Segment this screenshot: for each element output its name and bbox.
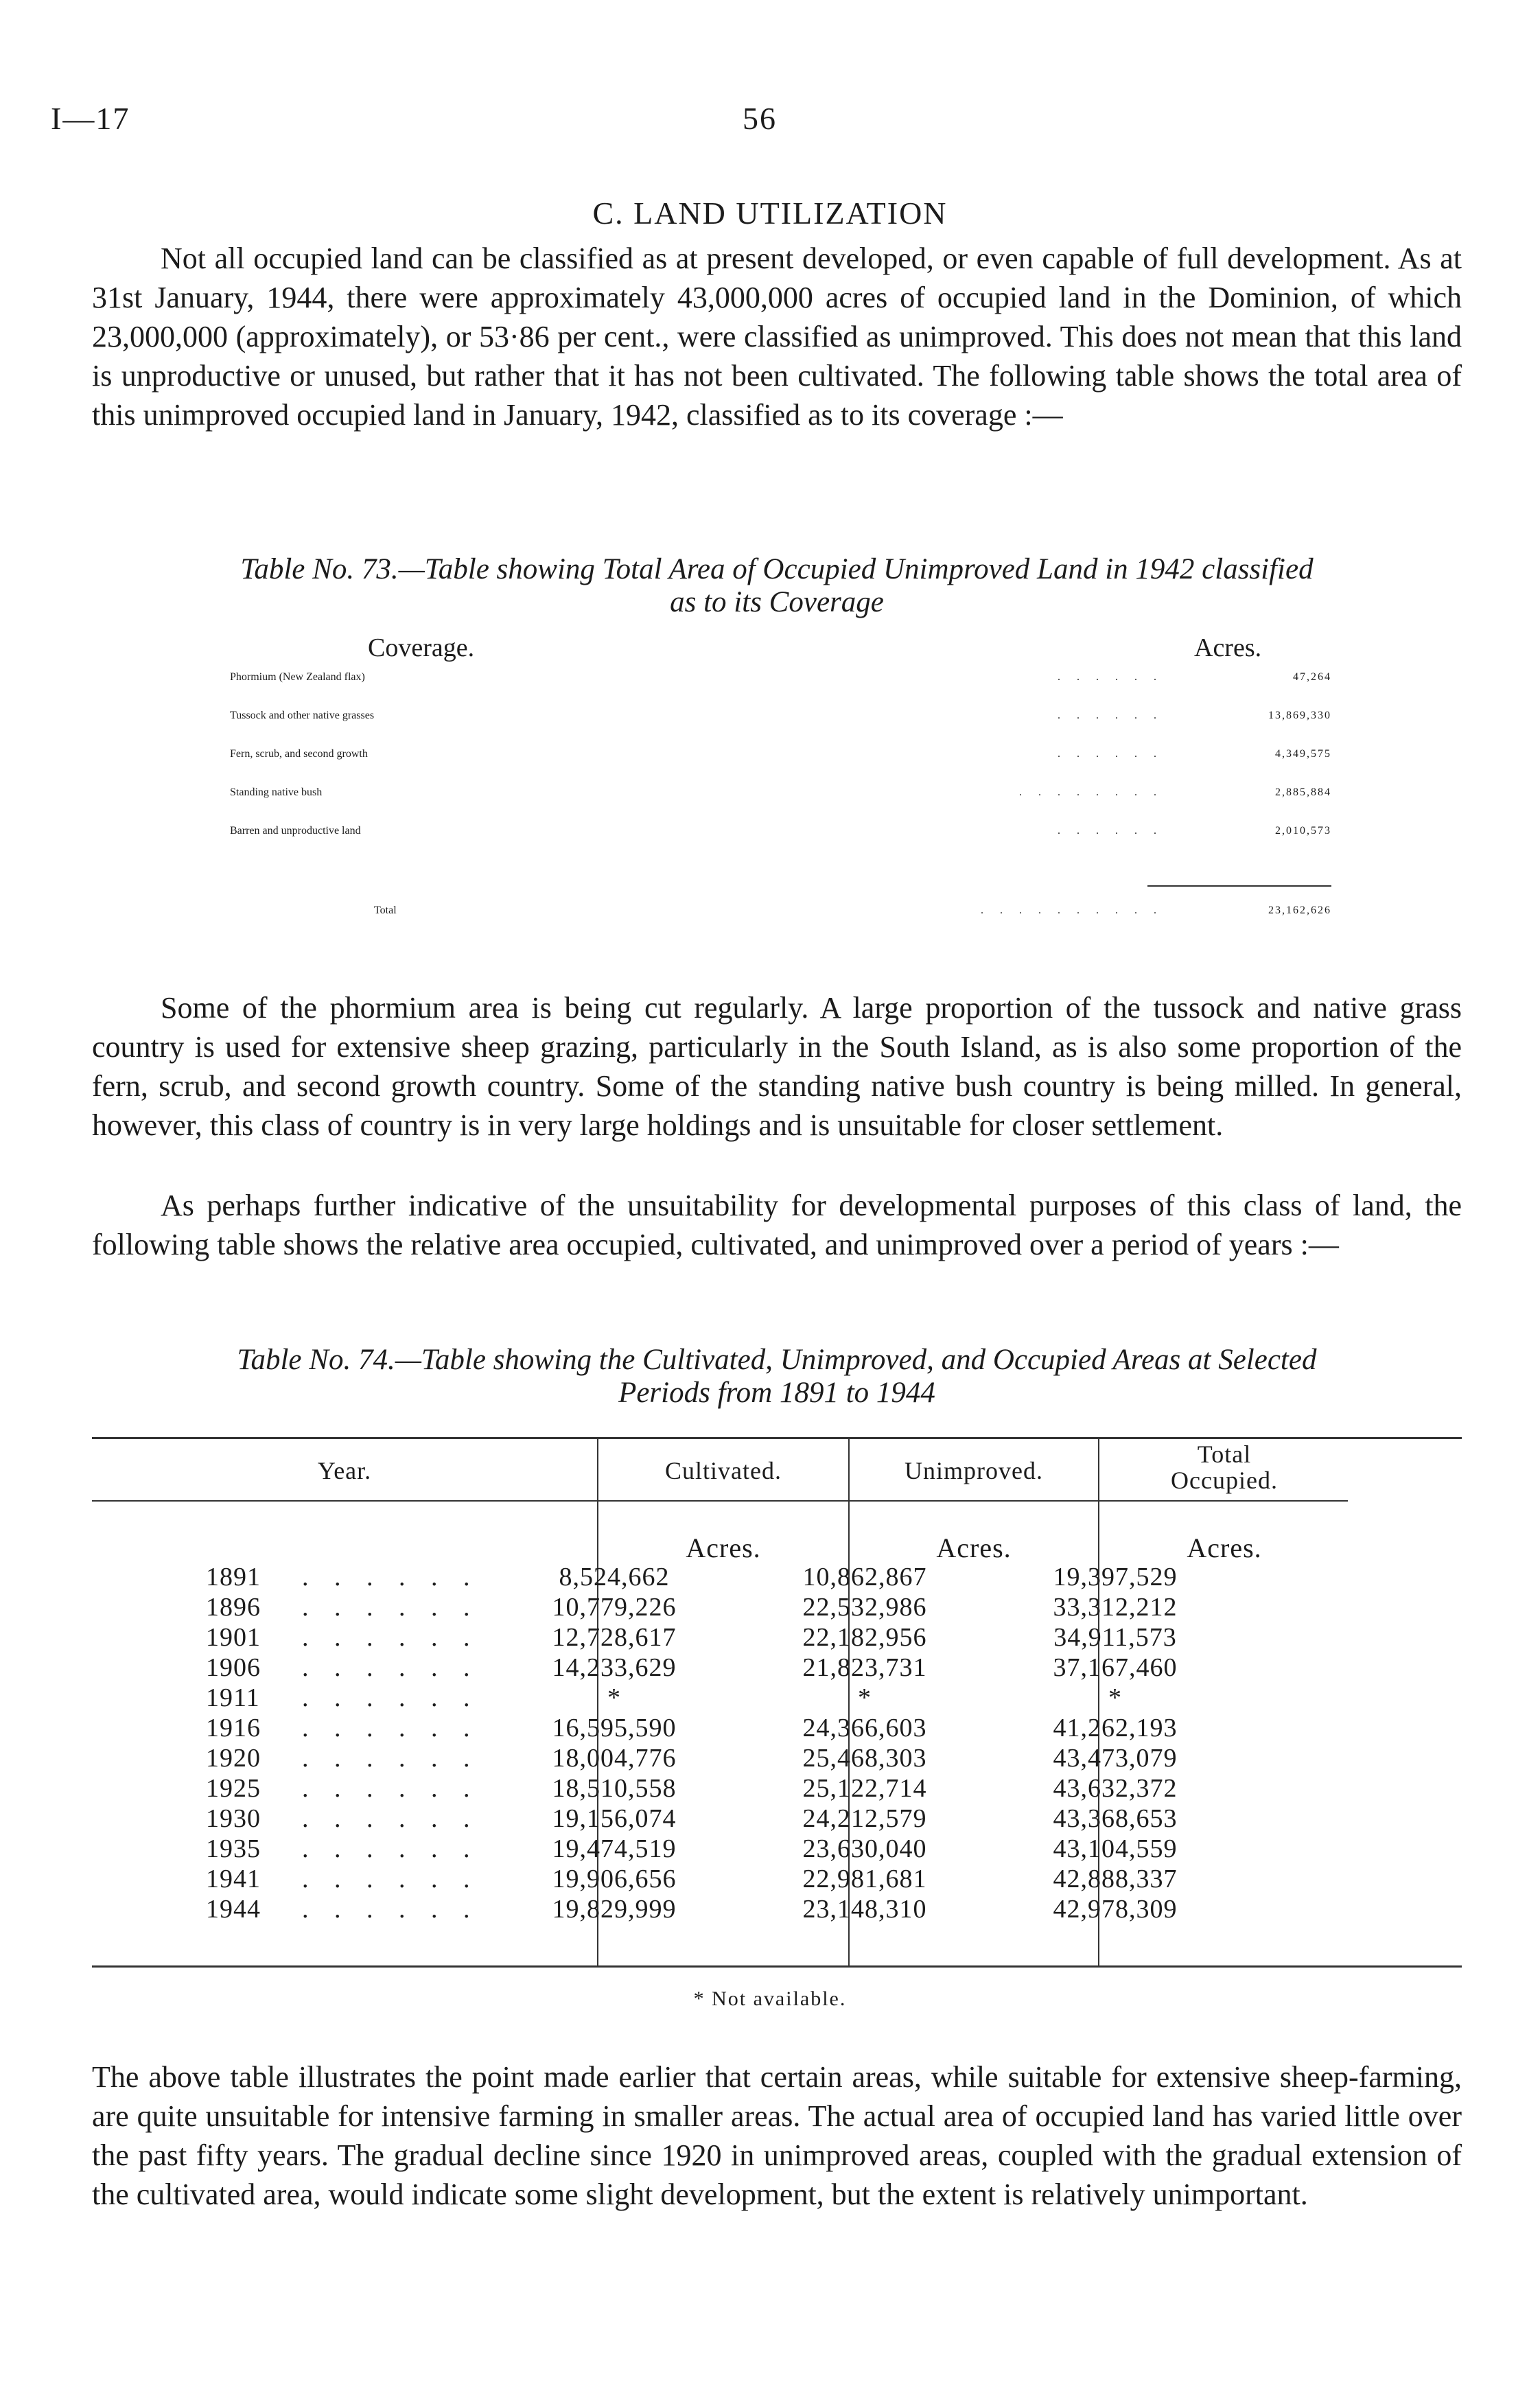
leader-dots: . . . . . . (302, 1834, 480, 1863)
table-row (206, 1562, 1345, 1592)
unimproved-cell: 21,823,731 (802, 1653, 927, 1682)
coverage-name: Tussock and other native grasses (230, 710, 375, 721)
table-row (206, 1713, 1345, 1743)
table74-caption-line2: Periods from 1891 to 1944 (618, 1377, 935, 1409)
year-cell: 1925 (206, 1774, 261, 1803)
year-cell: 1930 (206, 1804, 261, 1833)
cultivated-header: Cultivated. (665, 1457, 782, 1484)
leader-dots: . . . . . . (302, 1774, 480, 1803)
coverage-name: Barren and unproductive land (230, 825, 361, 837)
coverage-name: Fern, scrub, and second growth (230, 748, 368, 760)
year-cell: 1920 (206, 1744, 261, 1773)
leader-dots: . . . . . . (302, 1653, 480, 1682)
leader-dots: . . . . . . (1058, 671, 1163, 683)
leader-dots: . . . . . . (302, 1593, 480, 1622)
unimproved-header: Unimproved. (905, 1457, 1043, 1484)
unimproved-cell: 22,981,681 (802, 1865, 927, 1893)
total-cell: 37,167,460 (1053, 1653, 1178, 1682)
year-cell: 1911 (206, 1683, 260, 1712)
table73-row (230, 786, 1331, 825)
cultivated-cell: 19,156,074 (552, 1804, 677, 1833)
year-cell: 1896 (206, 1593, 261, 1622)
leader-dots: . . . . . . (302, 1744, 480, 1773)
table-row (206, 1804, 1345, 1834)
unimproved-units: Acres. (936, 1532, 1012, 1563)
total-header-line2: Occupied. (1171, 1467, 1278, 1494)
unimproved-cell: 23,148,310 (802, 1895, 927, 1924)
total-units: Acres. (1187, 1532, 1262, 1563)
unimproved-cell: 24,366,603 (802, 1714, 927, 1742)
cultivated-cell: 18,004,776 (552, 1744, 677, 1773)
leader-dots: . . . . . . (302, 1563, 480, 1591)
leader-dots: . . . . . . (302, 1623, 480, 1652)
coverage-acres: 13,869,330 (1268, 710, 1331, 721)
table73-row (230, 710, 1331, 748)
leader-dots: . . . . . . (302, 1714, 480, 1742)
table-row (206, 1592, 1345, 1622)
table73-row (230, 748, 1331, 786)
table-row (206, 1622, 1345, 1653)
cultivated-cell: * (607, 1683, 621, 1712)
table-bottom-rule (92, 1965, 1462, 1968)
cultivated-cell: 10,779,226 (552, 1593, 677, 1622)
cultivated-cell: 8,524,662 (559, 1563, 670, 1591)
total-rule (1147, 885, 1331, 887)
coverage-acres: 2,885,884 (1275, 786, 1331, 798)
total-cell: 42,978,309 (1053, 1895, 1178, 1924)
table-row (206, 1773, 1345, 1804)
unimproved-cell: 22,182,956 (802, 1623, 927, 1652)
coverage-name: Standing native bush (230, 786, 323, 798)
leader-dots: . . . . . . . . (1019, 786, 1163, 798)
leader-dots: . . . . . . . . . . (981, 905, 1163, 916)
header-rule (92, 1500, 1348, 1502)
coverage-name: Phormium (New Zealand flax) (230, 671, 365, 683)
coverage-acres: 47,264 (1293, 671, 1331, 683)
total-label: Total (374, 905, 397, 916)
section-title: C. LAND UTILIZATION (592, 196, 948, 231)
unimproved-cell: 22,532,986 (802, 1593, 927, 1622)
year-cell: 1916 (206, 1714, 261, 1742)
leader-dots: . . . . . . (302, 1804, 480, 1833)
total-header-line1: Total (1197, 1440, 1252, 1468)
table73-caption-line2: as to its Coverage (670, 586, 884, 618)
table-row (206, 1834, 1345, 1864)
total-cell: 43,632,372 (1053, 1774, 1178, 1803)
leader-dots: . . . . . . (1058, 748, 1163, 760)
leader-dots: . . . . . . (1058, 710, 1163, 721)
year-cell: 1941 (206, 1865, 261, 1893)
total-cell: 43,104,559 (1053, 1834, 1178, 1863)
total-cell: 33,312,212 (1053, 1593, 1178, 1622)
intro-paragraph: Not all occupied land can be classified as at present developed, or even capable of full development. As at 31st January, 1944, there were approximately 43,000,000 acres of occupied land in the Dominion, of which 23,000,000 (approximately), or 53·86 per cent., were classified as unimproved. This does not mean that this land is unproductive or unused, but rather that it has not been cultivated. The following table shows the total area of this unimproved occupied land in January, 1942, classified as to its coverage :— (92, 242, 1462, 432)
total-cell: 19,397,529 (1053, 1563, 1178, 1591)
table74-caption (92, 1344, 1462, 1410)
cultivated-cell: 19,906,656 (552, 1865, 677, 1893)
cultivated-cell: 14,233,629 (552, 1653, 677, 1682)
table-row (206, 1894, 1345, 1924)
year-cell: 1935 (206, 1834, 261, 1863)
table74-caption-line1: Table No. 74.—Table showing the Cultivated, Unimproved, and Occupied Areas at Selected (237, 1344, 1317, 1376)
table-top-rule (92, 1437, 1462, 1439)
leader-dots: . . . . . . (302, 1895, 480, 1924)
cultivated-cell: 19,829,999 (552, 1895, 677, 1924)
unimproved-cell: 25,468,303 (802, 1744, 927, 1773)
unimproved-cell: 23,630,040 (802, 1834, 927, 1863)
cultivated-cell: 16,595,590 (552, 1714, 677, 1742)
total-cell: 43,473,079 (1053, 1744, 1178, 1773)
total-cell: * (1108, 1683, 1122, 1712)
cultivated-cell: 19,474,519 (552, 1834, 677, 1863)
table-row (206, 1683, 1345, 1713)
table73-acres-header: Acres. (1194, 633, 1262, 662)
unimproved-cell: 24,212,579 (802, 1804, 927, 1833)
leader-dots: . . . . . . (302, 1683, 480, 1712)
year-header: Year. (317, 1457, 372, 1484)
year-cell: 1944 (206, 1895, 261, 1924)
total-occupied-header (1099, 1441, 1349, 1493)
page-number: 56 (743, 101, 777, 136)
coverage-acres: 4,349,575 (1275, 748, 1331, 760)
table73-caption (92, 553, 1462, 619)
cultivated-cell: 18,510,558 (552, 1774, 677, 1803)
cultivated-cell: 12,728,617 (552, 1623, 677, 1652)
phormium-paragraph: Some of the phormium area is being cut regularly. A large proportion of the tussock and native grass country is used for extensive sheep grazing, particularly in the South Island, as is also some proportion of the fern, scrub, and second growth country. Some of the standing native bush country is being milled. In general, however, this class of country is in very large holdings and is unsuitable for closer settlement. (92, 991, 1462, 1142)
unimproved-cell: 25,122,714 (802, 1774, 927, 1803)
year-cell: 1901 (206, 1623, 261, 1652)
unimproved-cell: * (858, 1683, 872, 1712)
coverage-acres: 2,010,573 (1275, 825, 1331, 837)
table73-row (230, 671, 1331, 710)
table-row (206, 1864, 1345, 1894)
table73-coverage-header: Coverage. (368, 633, 475, 662)
document-reference: I—17 (51, 101, 130, 136)
table74-footnote: * Not available. (693, 1987, 847, 2010)
total-cell: 41,262,193 (1053, 1714, 1178, 1742)
cultivated-units: Acres. (686, 1532, 761, 1563)
conclusion-paragraph: The above table illustrates the point made earlier that certain areas, while suitable for extensive sheep-farming, are quite unsuitable for intensive farming in smaller areas. The actual area of occupied land has varied little over the past fifty years. The gradual decline since 1920 in unimproved areas, coupled with the gradual extension of the cultivated area, would indicate some slight development, but the extent is relatively unimportant. (92, 2060, 1462, 2211)
table73-caption-line1: Table No. 73.—Table showing Total Area of Occupied Unimproved Land in 1942 classified (240, 553, 1314, 585)
total-value: 23,162,626 (1268, 905, 1331, 916)
year-cell: 1891 (206, 1563, 261, 1591)
total-cell: 42,888,337 (1053, 1865, 1178, 1893)
table73-row (230, 825, 1331, 863)
unimproved-cell: 10,862,867 (802, 1563, 927, 1591)
suitability-paragraph: As perhaps further indicative of the unsuitability for developmental purposes of this class of land, the following table shows the relative area occupied, cultivated, and unimproved over a period of years :— (92, 1189, 1462, 1261)
table-row (206, 1653, 1345, 1683)
year-cell: 1906 (206, 1653, 261, 1682)
leader-dots: . . . . . . (1058, 825, 1163, 837)
table-row (206, 1743, 1345, 1773)
total-cell: 34,911,573 (1053, 1623, 1177, 1652)
leader-dots: . . . . . . (302, 1865, 480, 1893)
table73-total-row (230, 905, 1331, 943)
total-cell: 43,368,653 (1053, 1804, 1178, 1833)
